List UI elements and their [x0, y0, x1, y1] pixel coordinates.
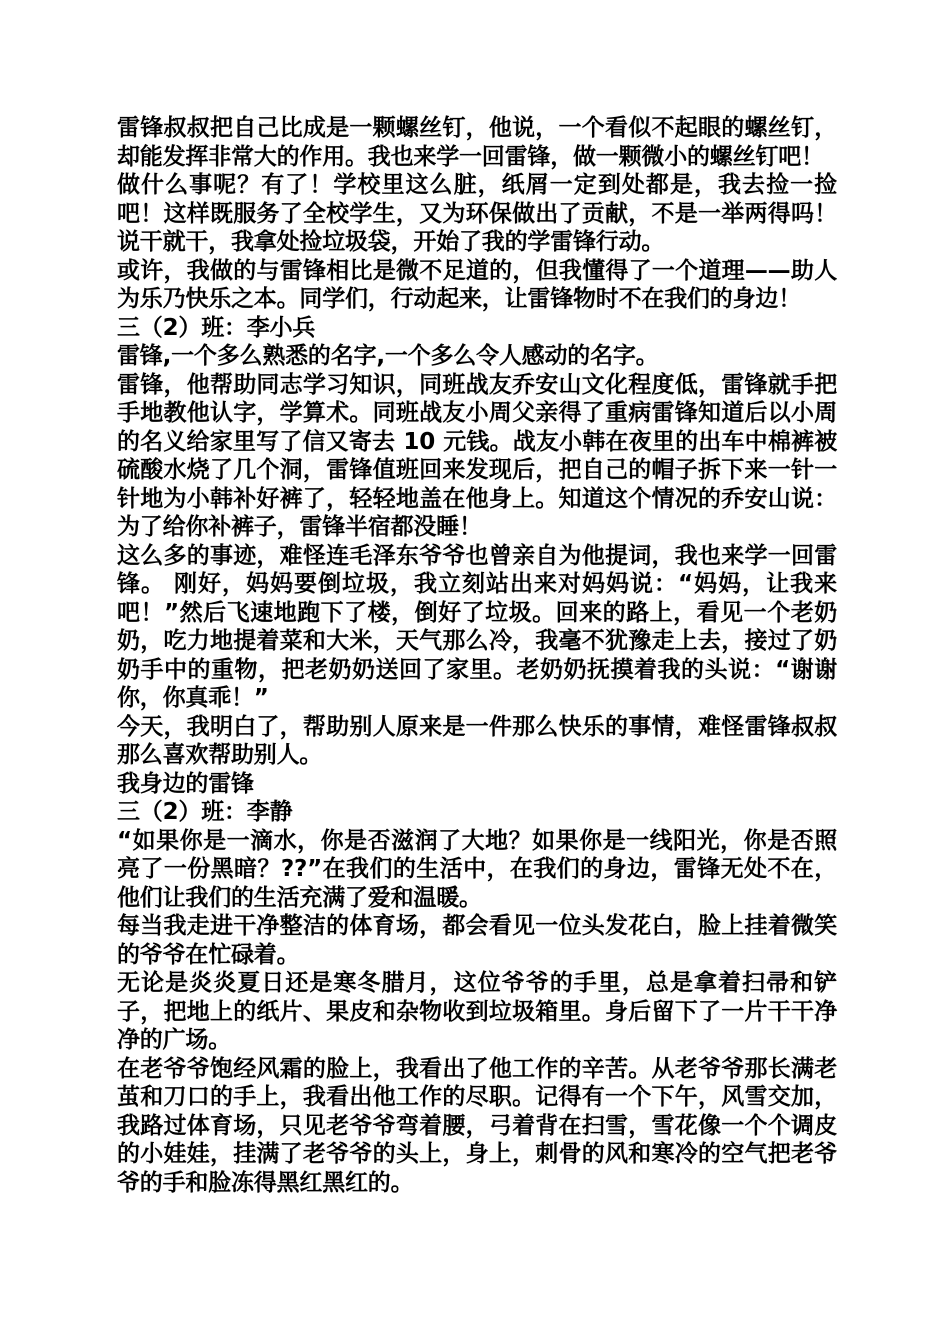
paragraph-pick-up-trash: 做什么事呢？有了！学校里这么脏，纸屑一定到处都是，我去捡一捡吧！这样既服务了全校学生，又为环保做出了贡献，不是一举两得吗！说干就干，我拿处捡垃圾袋，开始了我的学雷锋行动。	[117, 172, 837, 255]
paragraph-helping-mom: 这么多的事迹，难怪连毛泽东爷爷也曾亲自为他提词，我也来学一回雷锋。 刚好，妈妈要倒垃圾，我立刻站出来对妈妈说：“妈妈，让我来吧！”然后飞速地跑下了楼，倒好了垃圾。回来的路上，看见一个老奶奶，吃力地提着菜和大米，天气那么冷，我毫不犹豫走上去，接过了奶奶手中的重物，把老奶奶送回了家里。老奶奶抚摸着我的头说：“谢谢你，你真乖！”	[117, 542, 837, 711]
paragraph-conclusion-1: 或许，我做的与雷锋相比是微不足道的，但我懂得了一个道理——助人为乐乃快乐之本。同学们，行动起来，让雷锋物时不在我们的身边！	[117, 257, 837, 312]
document-body	[117, 114, 837, 1197]
paragraph-stadium: 每当我走进干净整洁的体育场，都会看见一位头发花白，脸上挂着微笑的爷爷在忙碌着。	[117, 913, 837, 968]
essay-title: 我身边的雷锋	[117, 770, 254, 797]
author-line-li-xiaobing: 三（2）班：李小兵	[117, 314, 316, 341]
paragraph-old-grandpa: 在老爷爷饱经风霜的脸上，我看出了他工作的辛苦。从老爷爷那长满老茧和刀口的手上，我看出他工作的尽职。记得有一个下午，风雪交加，我路过体育场，只见老爷爷弯着腰，弓着背在扫雪，雪花像一个个调皮的小娃娃，挂满了老爷爷的头上，身上，刺骨的风和寒冷的空气把老爷爷的手和脸冻得黑红黑红的。	[117, 1055, 837, 1196]
paragraph-intro: 雷锋叔叔把自己比成是一颗螺丝钉，他说，一个看似不起眼的螺丝钉，却能发挥非常大的作用。我也来学一回雷锋，做一颗微小的螺丝钉吧！	[117, 115, 837, 170]
paragraph-lei-feng-deeds: 雷锋，他帮助同志学习知识，同班战友乔安山文化程度低，雷锋就手把手地教他认字，学算术。同班战友小周父亲得了重病雷锋知道后以小周的名义给家里写了信又寄去 10 元钱。战友小韩在夜里的出车中棉裤被硫酸水烧了几个洞，雷锋值班回来发现后，把自己的帽子拆下来一针一针地为小韩补好裤了，轻轻地盖在他身上。知道这个情况的乔安山说：为了给你补裤子，雷锋半宿都没睡！	[117, 371, 837, 540]
paragraph-all-seasons: 无论是炎炎夏日还是寒冬腊月，这位爷爷的手里，总是拿着扫帚和铲子，把地上的纸片、果皮和杂物收到垃圾箱里。身后留下了一片干干净净的广场。	[117, 970, 837, 1053]
paragraph-water-sunshine: “如果你是一滴水，你是否滋润了大地？如果你是一线阳光，你是否照亮了一份黑暗？??”在我们的生活中，在我们的身边，雷锋无处不在，他们让我们的生活充满了爱和温暖。	[117, 827, 837, 911]
paragraph-conclusion-2: 今天，我明白了，帮助别人原来是一件那么快乐的事情，难怪雷锋叔叔那么喜欢帮助别人。	[117, 713, 837, 768]
paragraph-lei-feng-name: 雷锋,一个多么熟悉的名字,一个多么令人感动的名字。	[117, 343, 659, 369]
author-line-li-jing: 三（2）班：李静	[117, 799, 293, 825]
